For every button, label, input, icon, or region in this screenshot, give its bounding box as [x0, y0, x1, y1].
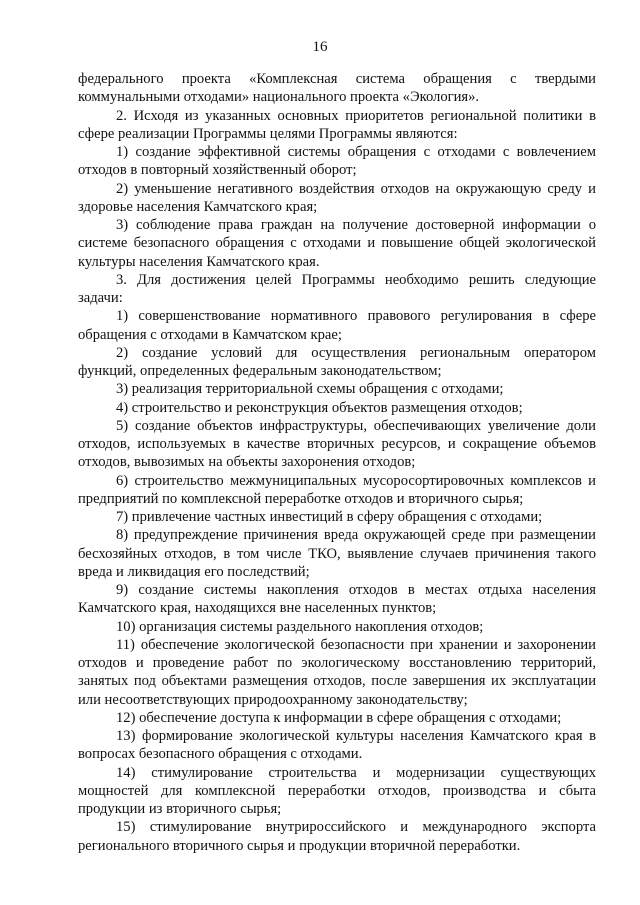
- task-item-8: 8) предупреждение причинения вреда окружающей среде при размещении бесхозяйных отходов, в том числе ТКО, выявление случаев причинения такого вреда и ликвидация его последствий;: [78, 527, 596, 580]
- paragraph-project-reference: федерального проекта «Комплексная система обращения с твердыми коммунальными отходами» национального проекта «Экология».: [78, 71, 596, 106]
- page-number: 16: [312, 39, 328, 55]
- goal-item-1: 1) создание эффективной системы обращения с отходами с вовлечением отходов в повторный хозяйственный оборот;: [78, 144, 596, 179]
- task-item-5: 5) создание объектов инфраструктуры, обеспечивающих увеличение доли отходов, используемых в качестве вторичных ресурсов, и сокращение объемов отходов, вывозимых на объекты захоронения отходов;: [78, 417, 596, 471]
- task-item-13: 13) формирование экологической культуры населения Камчатского края в вопросах безопасного обращения с отходами.: [78, 728, 596, 763]
- task-item-14: 14) стимулирование строительства и модернизации существующих мощностей для комплексной переработки отходов, производства и сбыта продукции из вторичного сырья;: [78, 764, 596, 817]
- task-item-1: 1) совершенствование нормативного правового регулирования в сфере обращения с отходами в Камчатском крае;: [78, 308, 596, 343]
- task-item-12: 12) обеспечение доступа к информации в сфере обращения с отходами;: [116, 709, 562, 726]
- task-item-9: 9) создание системы накопления отходов в местах отдыха населения Камчатского края, находящихся вне населенных пунктов;: [78, 582, 596, 617]
- paragraph-tasks-intro: 3. Для достижения целей Программы необходимо решить следующие задачи:: [78, 271, 596, 306]
- task-item-2: 2) создание условий для осуществления региональным оператором функций, определенных федеральным законодательством;: [78, 344, 596, 379]
- goal-item-2: 2) уменьшение негативного воздействия отходов на окружающую среду и здоровье населения Камчатского края;: [78, 180, 596, 215]
- task-item-15: 15) стимулирование внутрироссийского и международного экспорта регионального вторичного сырья и продукции вторичной переработки.: [78, 819, 596, 854]
- task-item-11: 11) обеспечение экологической безопасности при хранении и захоронении отходов и проведение работ по экологическому восстановлению территорий, занятых под объектами размещения отходов, после завершения их эксплуатации или несоответствующих природоохранному законодательству;: [78, 636, 596, 708]
- document-body: [78, 70, 596, 855]
- task-item-7: 7) привлечение частных инвестиций в сферу обращения с отходами;: [116, 509, 543, 525]
- task-item-4: 4) строительство и реконструкция объектов размещения отходов;: [116, 399, 523, 416]
- task-item-3: 3) реализация территориальной схемы обращения с отходами;: [116, 381, 504, 398]
- paragraph-goals-intro: 2. Исходя из указанных основных приоритетов региональной политики в сфере реализации Программы целями Программы являются:: [78, 107, 596, 142]
- task-item-10: 10) организация системы раздельного накопления отходов;: [116, 618, 484, 635]
- goal-item-3: 3) соблюдение права граждан на получение достоверной информации о системе безопасного обращения с отходами и повышение общей экологической культуры населения Камчатского края.: [78, 217, 596, 270]
- task-item-6: 6) строительство межмуниципальных мусоросортировочных комплексов и предприятий по комплексной переработке отходов и вторичного сырья;: [78, 472, 596, 507]
